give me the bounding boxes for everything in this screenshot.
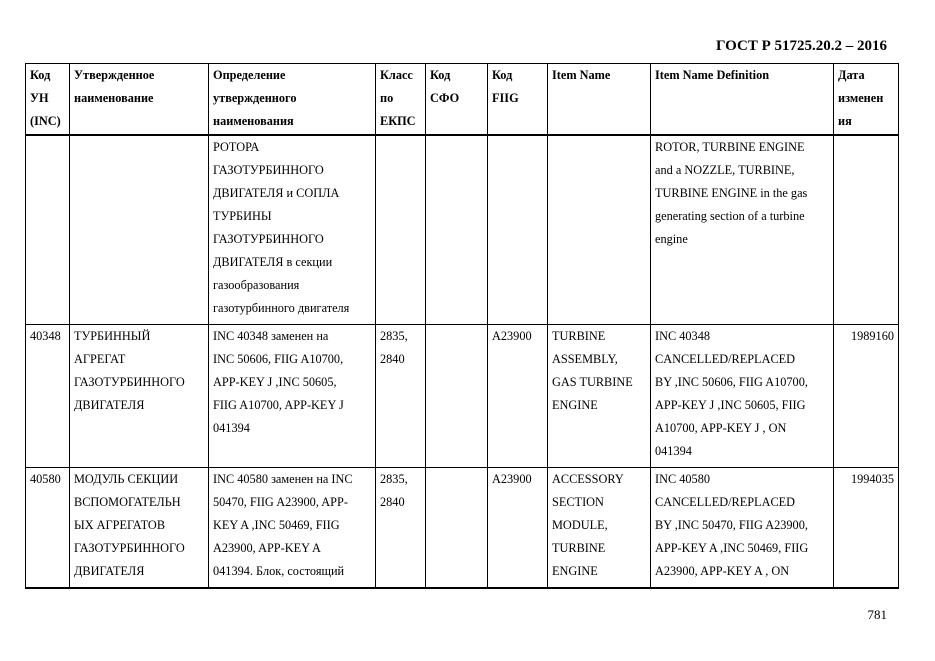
- cell-text-line: ТУРБИНЫ: [213, 208, 272, 223]
- cell-text-line: FIIG A10700, APP-KEY J: [213, 398, 344, 412]
- column-header-line: ия: [838, 114, 852, 128]
- column-header-line: Item Name: [552, 68, 611, 82]
- cell-text-line: TURBINE: [552, 541, 606, 555]
- document-header: ГОСТ Р 51725.20.2 – 2016: [715, 38, 887, 54]
- cell-date: [834, 325, 899, 468]
- cell-text-line: APP-KEY J ,INC 50605, FIIG: [655, 398, 806, 412]
- table-row: [26, 325, 899, 468]
- cell-text-line: SECTION: [552, 495, 604, 509]
- cell-item_def: [651, 135, 834, 325]
- cell-text-line: 041394. Блок, состоящий: [213, 564, 345, 578]
- column-header-line: утвержденного: [213, 91, 297, 105]
- gost-table: [25, 63, 899, 589]
- cell-text-line: TURBINE ENGINE in the gas: [655, 185, 808, 200]
- column-header-sfo: [426, 64, 488, 135]
- cell-item_name: [548, 325, 651, 468]
- cell-text-line: 041394: [655, 444, 692, 458]
- column-header-date: [834, 64, 899, 135]
- cell-text-line: INC 50606, FIIG A10700,: [213, 352, 344, 366]
- cell-text-line: A23900: [492, 472, 532, 486]
- cell-definition_ru: [209, 325, 376, 468]
- cell-definition_ru: [209, 468, 376, 588]
- cell-text-line: 2835,: [380, 472, 408, 486]
- column-header-line: ЕКПС: [380, 114, 416, 128]
- column-header-line: наименования: [213, 114, 294, 128]
- cell-class: [376, 135, 426, 325]
- column-header-line: Класс: [380, 68, 413, 82]
- cell-item_name: [548, 468, 651, 588]
- cell-text-line: 2835,: [380, 329, 408, 343]
- column-header-line: Код: [492, 68, 513, 82]
- cell-text-line: GAS TURBINE: [552, 375, 633, 389]
- column-header-line: Дата: [838, 68, 865, 82]
- cell-item_def: [651, 468, 834, 588]
- cell-text-line: generating section of a turbine: [655, 208, 805, 223]
- cell-text-line: APP-KEY A ,INC 50469, FIIG: [655, 541, 809, 555]
- cell-text-line: 40348: [30, 329, 61, 343]
- cell-text-line: 40580: [30, 472, 61, 486]
- column-header-definition_ru: [209, 64, 376, 135]
- column-header-line: изменен: [838, 91, 884, 105]
- cell-text-line: газообразования: [213, 277, 300, 292]
- cell-text-line: engine: [655, 231, 688, 246]
- cell-inc: [26, 468, 70, 588]
- cell-text-line: ГАЗОТУРБИННОГО: [213, 162, 324, 177]
- cell-text-line: 50470, FIIG A23900, APP-: [213, 495, 348, 509]
- cell-sfo: [426, 135, 488, 325]
- cell-text-line: APP-KEY J ,INC 50605,: [213, 375, 337, 389]
- cell-text-line: 2840: [380, 495, 405, 509]
- column-header-line: Утвержденное: [74, 68, 155, 82]
- column-header-line: наименование: [74, 91, 154, 105]
- table-header-row: [26, 64, 899, 135]
- cell-text-line: CANCELLED/REPLACED: [655, 352, 796, 366]
- table-body: [26, 135, 899, 588]
- cell-text-line: A10700, APP-KEY J , ON: [655, 421, 787, 435]
- cell-class: [376, 468, 426, 588]
- cell-date: [834, 468, 899, 588]
- cell-text-line: 041394: [213, 421, 250, 435]
- cell-text-line: ENGINE: [552, 398, 598, 412]
- cell-text-line: 2840: [380, 352, 405, 366]
- cell-text-line: A23900, APP-KEY A , ON: [655, 564, 790, 578]
- cell-inc: [26, 325, 70, 468]
- cell-approved_name: [70, 468, 209, 588]
- cell-text-line: ДВИГАТЕЛЯ и СОПЛА: [213, 185, 340, 200]
- page-number: 781: [867, 607, 887, 622]
- cell-text-line: АГРЕГАТ: [74, 352, 126, 366]
- cell-sfo: [426, 325, 488, 468]
- cell-text-line: INC 40580 заменен на INC: [213, 472, 353, 486]
- cell-text-line: MODULE,: [552, 518, 608, 532]
- cell-class: [376, 325, 426, 468]
- cell-text-line: 1994035: [850, 472, 894, 486]
- column-header-item_def: [651, 64, 834, 135]
- column-header-item_name: [548, 64, 651, 135]
- cell-text-line: INC 40348 заменен на: [213, 329, 329, 343]
- cell-text-line: ДВИГАТЕЛЯ: [74, 564, 145, 578]
- table-row: [26, 468, 899, 588]
- cell-fiig: [488, 468, 548, 588]
- cell-text-line: МОДУЛЬ СЕКЦИИ: [74, 472, 179, 486]
- cell-sfo: [426, 468, 488, 588]
- cell-text-line: ASSEMBLY,: [552, 352, 618, 366]
- cell-text-line: газотурбинного двигателя: [213, 300, 350, 315]
- column-header-approved_name: [70, 64, 209, 135]
- cell-text-line: ТУРБИННЫЙ: [74, 329, 151, 343]
- cell-text-line: ROTOR, TURBINE ENGINE: [655, 139, 805, 154]
- cell-text-line: ГАЗОТУРБИННОГО: [74, 375, 185, 389]
- cell-text-line: INC 40580: [655, 472, 710, 486]
- cell-text-line: and a NOZZLE, TURBINE,: [655, 162, 795, 177]
- cell-text-line: ДВИГАТЕЛЯ: [74, 398, 145, 412]
- cell-inc: [26, 135, 70, 325]
- column-header-line: Item Name Definition: [655, 68, 770, 82]
- cell-definition_ru: [209, 135, 376, 325]
- cell-text-line: ЫХ АГРЕГАТОВ: [74, 518, 166, 532]
- cell-text-line: A23900: [492, 329, 532, 343]
- column-header-line: Код: [430, 68, 451, 82]
- cell-text-line: 1989160: [850, 329, 894, 343]
- cell-fiig: [488, 325, 548, 468]
- column-header-line: УН: [30, 91, 49, 105]
- cell-text-line: РОТОРА: [213, 139, 260, 154]
- cell-text-line: ГАЗОТУРБИННОГО: [213, 231, 324, 246]
- cell-approved_name: [70, 135, 209, 325]
- column-header-fiig: [488, 64, 548, 135]
- column-header-line: FIIG: [492, 91, 519, 105]
- cell-text-line: TURBINE: [552, 329, 606, 343]
- table-row: [26, 135, 899, 325]
- cell-text-line: ENGINE: [552, 564, 598, 578]
- column-header-class: [376, 64, 426, 135]
- cell-approved_name: [70, 325, 209, 468]
- cell-text-line: BY ,INC 50470, FIIG A23900,: [655, 518, 808, 532]
- cell-item_def: [651, 325, 834, 468]
- cell-text-line: BY ,INC 50606, FIIG A10700,: [655, 375, 808, 389]
- column-header-line: Код: [30, 68, 51, 82]
- cell-fiig: [488, 135, 548, 325]
- column-header-line: Определение: [213, 68, 286, 82]
- cell-text-line: ГАЗОТУРБИННОГО: [74, 541, 185, 555]
- cell-text-line: CANCELLED/REPLACED: [655, 495, 796, 509]
- column-header-line: (INC): [30, 114, 61, 128]
- cell-text-line: KEY A ,INC 50469, FIIG: [213, 518, 340, 532]
- cell-text-line: A23900, APP-KEY A: [213, 541, 321, 555]
- column-header-inc: [26, 64, 70, 135]
- column-header-line: СФО: [430, 91, 460, 105]
- column-header-line: по: [380, 91, 394, 105]
- cell-text-line: ACCESSORY: [552, 472, 624, 486]
- cell-text-line: INC 40348: [655, 329, 710, 343]
- cell-item_name: [548, 135, 651, 325]
- cell-date: [834, 135, 899, 325]
- cell-text-line: ВСПОМОГАТЕЛЬН: [74, 495, 181, 509]
- cell-text-line: ДВИГАТЕЛЯ в секции: [213, 254, 333, 269]
